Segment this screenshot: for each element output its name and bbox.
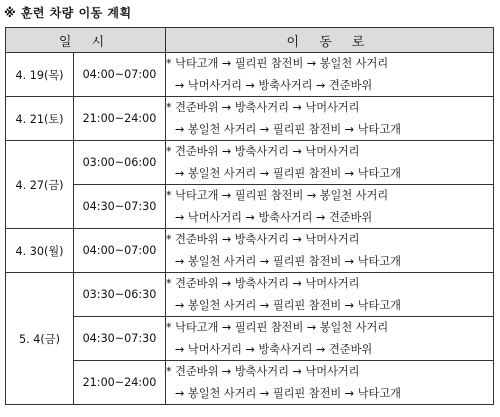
table-row: [6, 97, 494, 141]
route-line-1: * 견준바위 → 방축사거리 → 낙머사거리: [166, 145, 360, 158]
table-row: [6, 361, 494, 405]
route-cell: [166, 53, 494, 97]
route-line-2: → 봉일천 사거리 → 필리핀 참전비 → 낙타고개: [175, 298, 401, 312]
page-title: ※ 훈련 차량 이동 계획: [4, 6, 132, 20]
time-cell: 03:30~06:30: [74, 273, 166, 317]
route-cell: [166, 141, 494, 185]
header-datetime: 일 시: [6, 28, 166, 53]
route-line-2: → 봉일천 사거리 → 필리핀 참전비 → 낙타고개: [175, 122, 401, 136]
date-cell: 4. 30(월): [6, 229, 74, 273]
table-row: [6, 53, 494, 97]
route-cell: [166, 273, 494, 317]
schedule-table: [5, 27, 494, 405]
route-line-1: * 견준바위 → 방축사거리 → 낙머사거리: [166, 233, 360, 246]
route-line-1: * 낙타고개 → 필리핀 참전비 → 봉일천 사거리: [166, 321, 389, 334]
route-cell: [166, 317, 494, 361]
time-cell: 04:00~07:00: [74, 53, 166, 97]
time-cell: 21:00~24:00: [74, 361, 166, 405]
route-line-1: * 낙타고개 → 필리핀 참전비 → 봉일천 사거리: [166, 189, 389, 202]
route-line-1: * 견준바위 → 방축사거리 → 낙머사거리: [166, 365, 360, 378]
route-cell: [166, 361, 494, 405]
date-cell: 4. 21(토): [6, 97, 74, 141]
table-row: [6, 229, 494, 273]
table-row: [6, 185, 494, 229]
route-line-2: → 낙머사거리 → 방축사거리 → 견준바위: [175, 210, 373, 224]
date-cell: 5. 4(금): [6, 273, 74, 405]
header-route: 이 동 로: [166, 28, 494, 53]
route-line-2: → 봉일천 사거리 → 필리핀 참전비 → 낙타고개: [175, 386, 401, 400]
time-cell: 04:30~07:30: [74, 317, 166, 361]
time-cell: 04:30~07:30: [74, 185, 166, 229]
date-cell: 4. 19(목): [6, 53, 74, 97]
table-row: [6, 273, 494, 317]
route-line-2: → 봉일천 사거리 → 필리핀 참전비 → 낙타고개: [175, 254, 401, 268]
route-cell: [166, 185, 494, 229]
route-line-1: * 낙타고개 → 필리핀 참전비 → 봉일천 사거리: [166, 57, 389, 70]
table-row: [6, 317, 494, 361]
route-line-2: → 낙머사거리 → 방축사거리 → 견준바위: [175, 342, 373, 356]
route-cell: [166, 229, 494, 273]
route-line-2: → 낙머사거리 → 방축사거리 → 견준바위: [175, 78, 373, 92]
date-cell: 4. 27(금): [6, 141, 74, 229]
route-line-1: * 견준바위 → 방축사거리 → 낙머사거리: [166, 277, 360, 290]
route-cell: [166, 97, 494, 141]
route-line-2: → 봉일천 사거리 → 필리핀 참전비 → 낙타고개: [175, 166, 401, 180]
time-cell: 21:00~24:00: [74, 97, 166, 141]
route-line-1: * 견준바위 → 방축사거리 → 낙머사거리: [166, 101, 360, 114]
table-row: [6, 141, 494, 185]
time-cell: 04:00~07:00: [74, 229, 166, 273]
time-cell: 03:00~06:00: [74, 141, 166, 185]
header-row: [6, 28, 494, 53]
